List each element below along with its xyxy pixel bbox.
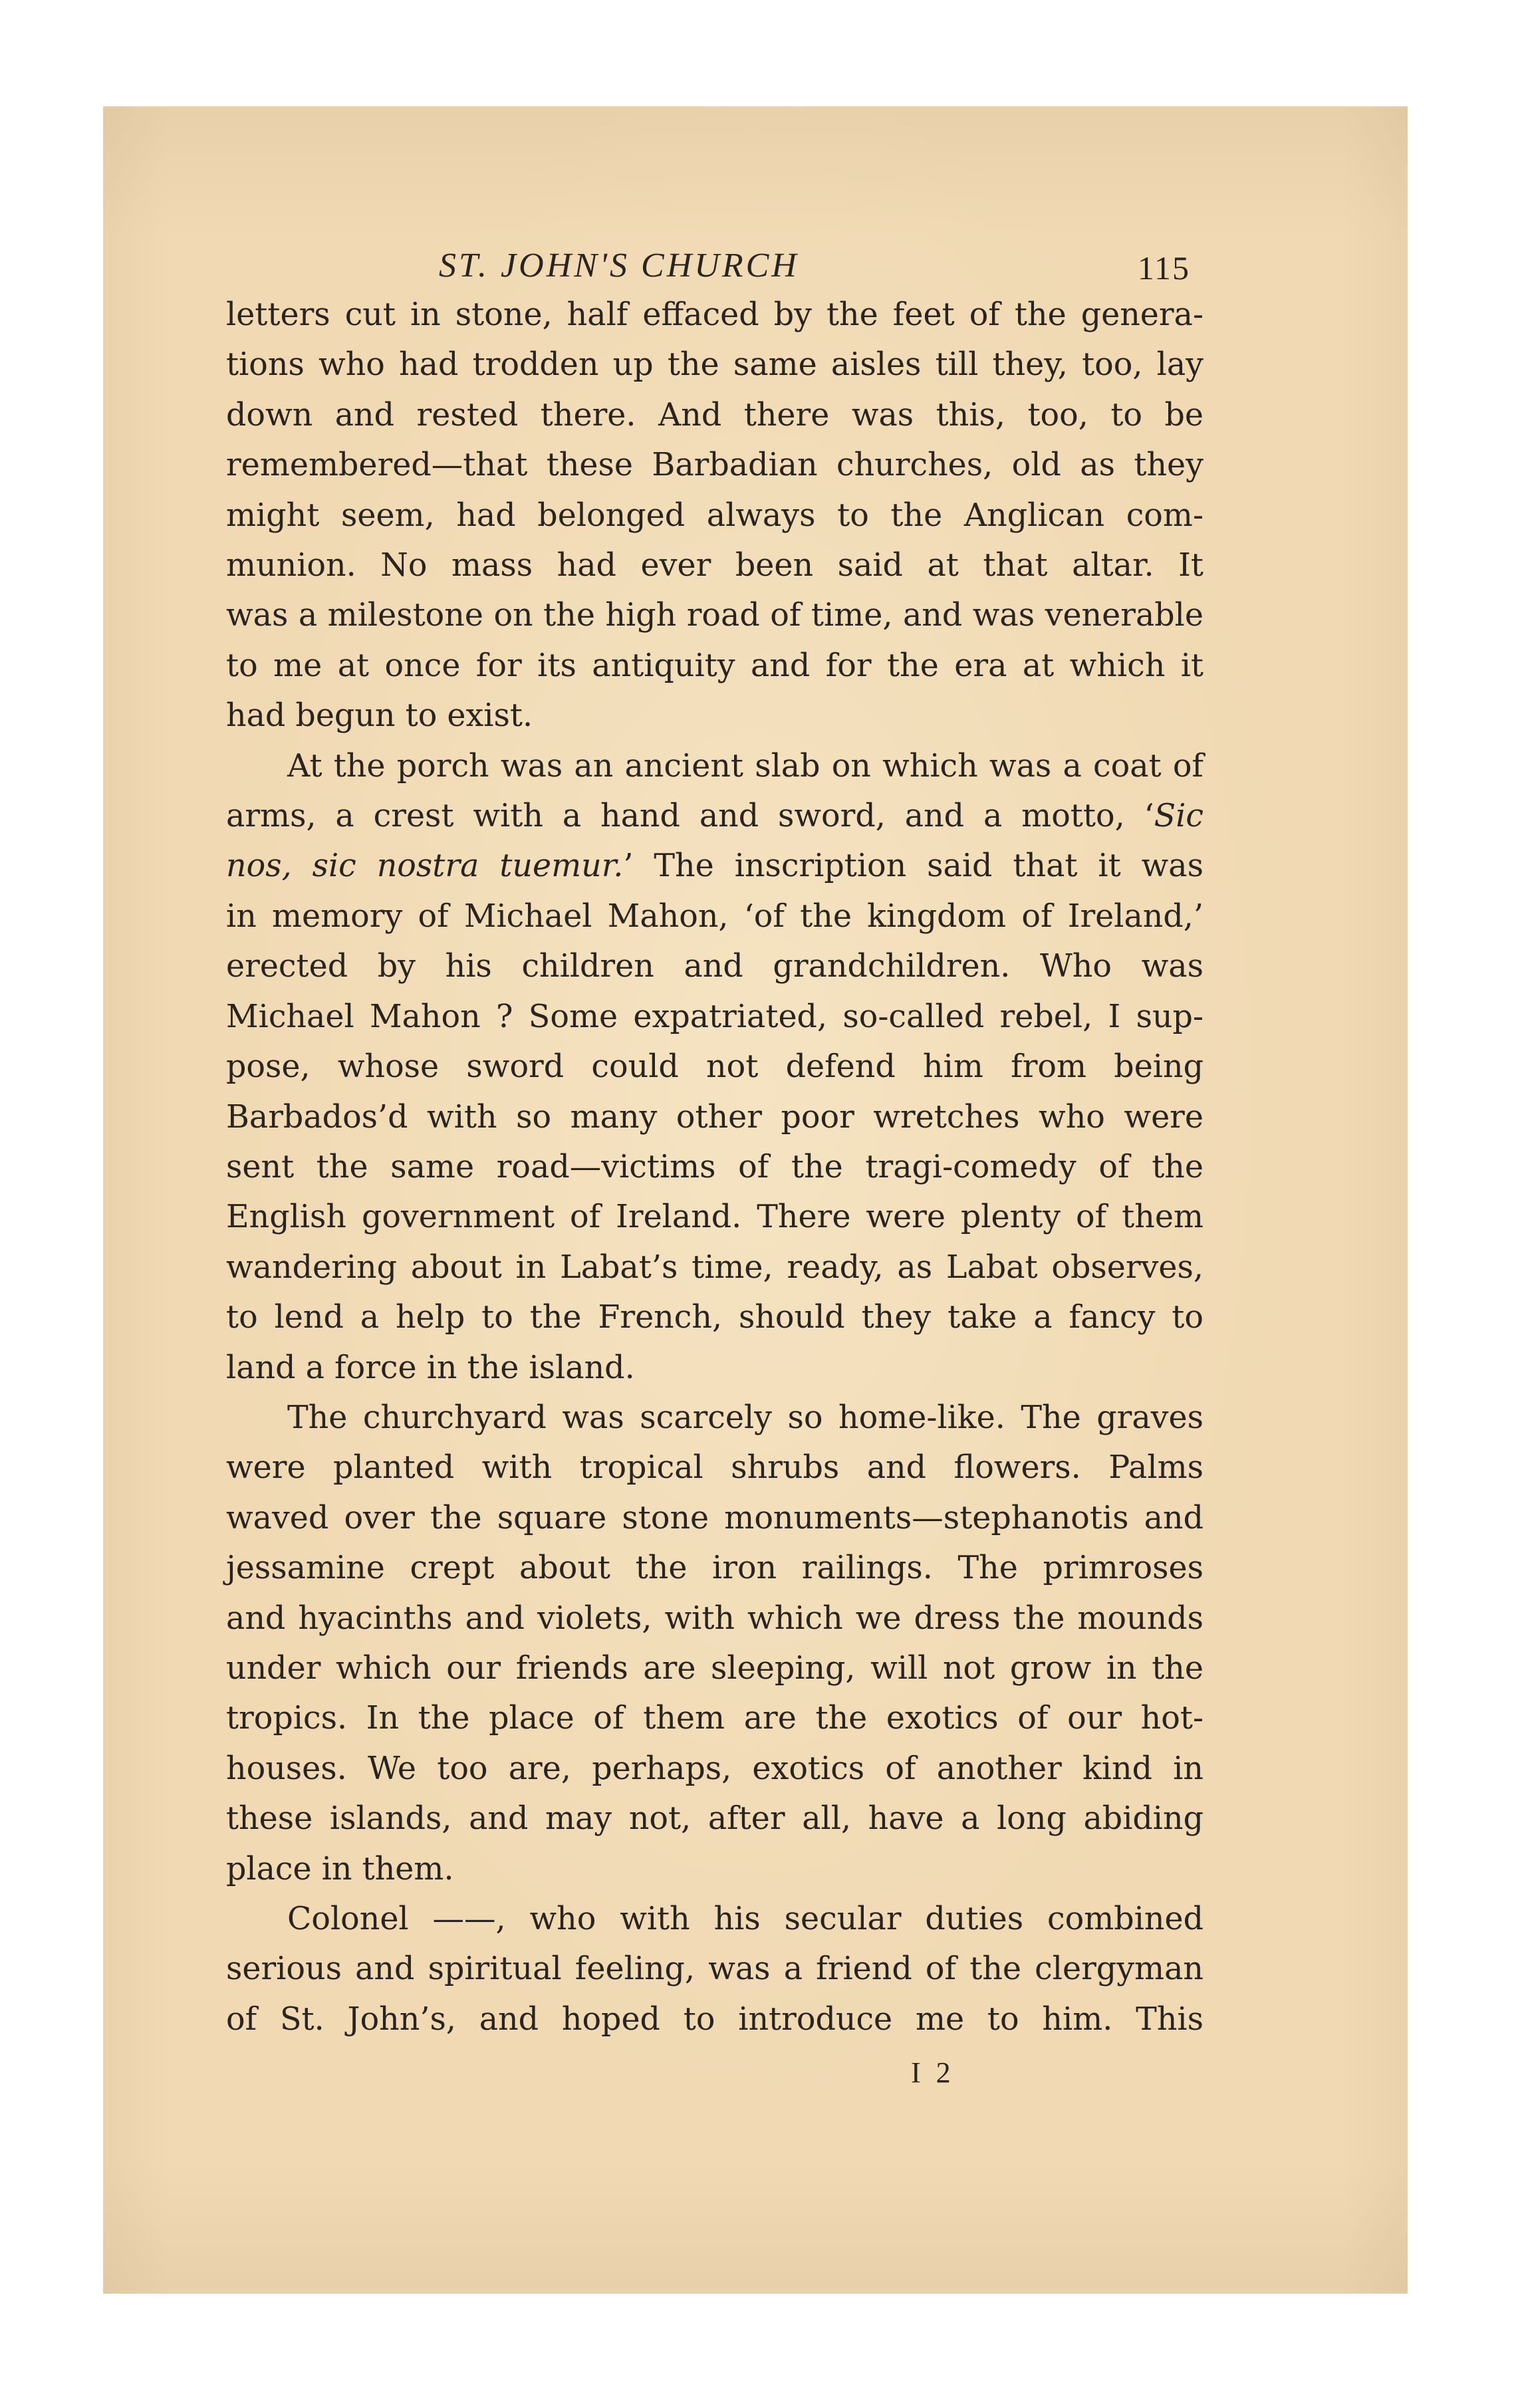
text-line: might seem, had belonged always to the Anglican com- <box>226 497 1203 534</box>
text-line: jessamine crept about the iron railings. The primroses <box>226 1550 1203 1587</box>
text-line: had begun to exist. <box>226 697 533 735</box>
text-line: erected by his children and grandchildren. Who was <box>226 948 1203 985</box>
text-line: pose, whose sword could not defend him from being <box>226 1048 1203 1086</box>
text-line: munion. No mass had ever been said at that altar. It <box>226 547 1203 584</box>
text-line: English government of Ireland. There were plenty of them <box>226 1199 1203 1236</box>
text-line: to me at once for its antiquity and for the era at which it <box>226 647 1203 684</box>
running-head <box>226 239 1203 290</box>
running-title: ST. JOHN'S CHURCH <box>439 247 799 285</box>
text-line: Michael Mahon ? Some expatriated, so-called rebel, I sup- <box>226 998 1203 1035</box>
text-line <box>226 841 1203 891</box>
text-line: these islands, and may not, after all, have a long abiding <box>226 1800 1203 1838</box>
signature-mark: I 2 <box>911 2056 955 2089</box>
motto-italic: Sic <box>1154 798 1203 835</box>
text-line <box>226 1894 1203 1944</box>
text-line: sent the same road—victims of the tragi-comedy of the <box>226 1148 1203 1185</box>
text-line: down and rested there. And there was this, too, to be <box>226 396 1203 433</box>
text-line: houses. We too are, perhaps, exotics of another kind in <box>226 1750 1203 1787</box>
paragraph <box>226 1894 1203 2044</box>
page-text-block <box>226 239 1203 2044</box>
paragraph <box>226 1393 1203 1894</box>
text-line <box>226 1393 1203 1443</box>
text-segment: ’ The inscription said that it was <box>623 848 1203 885</box>
text-line: were planted with tropical shrubs and flowers. Palms <box>226 1449 1203 1487</box>
text-line: remembered—that these Barbadian churches, old as they <box>226 447 1203 484</box>
text-line: land a force in the island. <box>226 1349 635 1386</box>
text-line <box>226 741 1203 791</box>
text-segment: The churchyard was scarcely so home-like. The graves <box>287 1399 1203 1436</box>
paragraph <box>226 741 1203 1393</box>
text-line: tions who had trodden up the same aisles till they, too, lay <box>226 346 1203 384</box>
text-line: was a milestone on the high road of time, and was venerable <box>226 597 1203 634</box>
text-segment: Colonel ——, who with his secular duties combined <box>287 1901 1203 1937</box>
text-segment: arms, a crest with a hand and sword, and a motto, ‘ <box>226 798 1154 835</box>
text-line: letters cut in stone, half effaced by the feet of the genera- <box>226 297 1203 333</box>
text-line: of St. John’s, and hoped to introduce me to him. This <box>226 2000 1203 2038</box>
text-line: to lend a help to the French, should they take a fancy to <box>226 1299 1203 1336</box>
text-line: place in them. <box>226 1850 454 1887</box>
text-line: under which our friends are sleeping, will not grow in the <box>226 1649 1203 1687</box>
paragraph <box>226 290 1203 741</box>
page-number: 115 <box>1137 249 1190 287</box>
motto-italic: nos, sic nostra tuemur. <box>226 848 624 885</box>
text-line: serious and spiritual feeling, was a friend of the clergyman <box>226 1951 1203 1988</box>
text-line: tropics. In the place of them are the exotics of our hot- <box>226 1700 1203 1737</box>
text-line: wandering about in Labat’s time, ready, as Labat observes, <box>226 1249 1203 1286</box>
text-line: waved over the square stone monuments—stephanotis and <box>226 1499 1203 1536</box>
text-segment: At the porch was an ancient slab on which was a coat of <box>287 747 1203 784</box>
text-line: and hyacinths and violets, with which we dress the mounds <box>226 1600 1203 1637</box>
text-line: Barbados’d with so many other poor wretches who were <box>226 1098 1203 1136</box>
text-line <box>226 791 1203 841</box>
text-line: in memory of Michael Mahon, ‘of the kingdom of Ireland,’ <box>226 898 1203 935</box>
